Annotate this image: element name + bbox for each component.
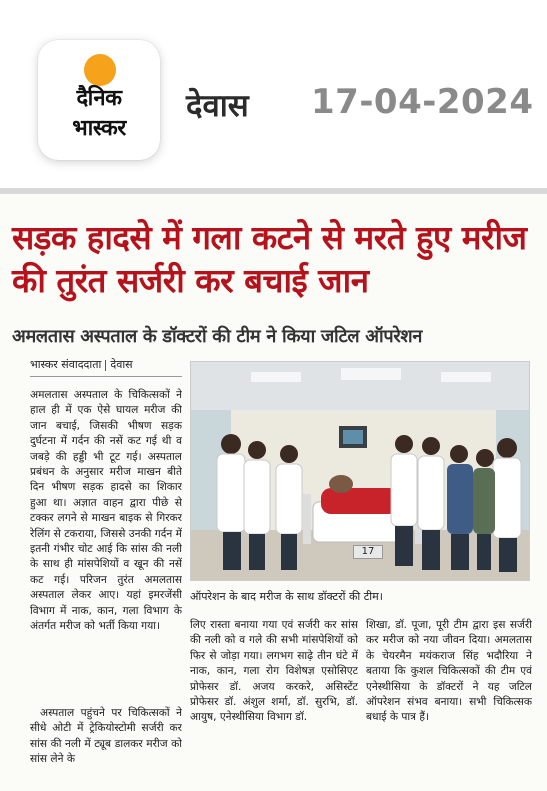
article-column-3: शिखा, डॉ. पूजा, पूरी टीम द्वारा इस सर्जरी कर मरीज को नया जीवन दिया। अमलतास के चेयरमैन मयंकराज सिंह भदौरिया ने बताया कि कुशल चिकित्सकों की टीम एवं एनेस्थीसिया के डॉक्टरों ने यह जटिल ऑपरेशन संभव बनाया। सभी चिकित्सक बधाई के पात्र हैं। xyxy=(366,619,532,724)
byline-rule xyxy=(30,376,182,377)
article-subhead: अमलतास अस्पताल के डॉक्टरों की टीम ने किया जटिल ऑपरेशन xyxy=(12,326,423,347)
article-headline: सड़क हादसे में गला कटने से मरते हुए मरीज की तुरंत सर्जरी कर बचाई जान xyxy=(12,218,527,300)
byline-reporter: भास्कर संवाददाता xyxy=(30,358,102,371)
bed-number-label: 17 xyxy=(353,545,383,559)
article-photo xyxy=(190,361,530,581)
byline-separator xyxy=(105,360,106,371)
app-header xyxy=(0,0,547,192)
article-paragraph-2: अस्पताल पहुंचने पर चिकित्सकों ने सीधे ओटी में ट्रेकियोस्टोमी सर्जरी कर सांस की नली में ट्यूब डालकर मरीज को सांस लेने के xyxy=(30,707,182,766)
logo-text-dainik: दैनिक xyxy=(76,86,122,111)
article-paragraph-1: अमलतास अस्पताल के चिकित्सकों ने हाल ही में एक ऐसे घायल मरीज की जान बचाई, जिसकी भीषण सड़क दुर्घटना में गर्दन की नसें कट गई थी व जबड़े की हड्डी भी टूट गई। अस्पताल प्रबंधन के अनुसार मरीज माखन बीते दिन भीषण सड़क हादसे का शिकार हुआ था। अज्ञात वाहन द्वारा पीछे से टक्कर लगने से माखन बाइक से गिरकर रेलिंग से टकराया, जिससे उनकी गर्दन में इतनी गंभीर चोट आई कि सांस की नली के साथ ही मांसपेशियों व खून की नसें कट गई। परिजन तुरंत अमलतास अस्पताल लेकर आए। यहां इमरजेंसी विभाग में नाक, कान, गला विभाग के अंतर्गत मरीज को भर्ती किया गया। xyxy=(30,389,182,633)
photo-caption: ऑपरेशन के बाद मरीज के साथ डॉक्टरों की टीम। xyxy=(190,590,383,603)
edition-city: देवास xyxy=(186,88,249,124)
logo-text-bhaskar: भास्कर xyxy=(72,116,126,141)
byline xyxy=(30,357,133,372)
byline-city: देवास xyxy=(110,358,133,371)
article-column-2: लिए रास्ता बनाया गया एवं सर्जरी कर सांस की नली को व गले की सभी मांसपेशियों को फिर से जोड़ा गया। लगभग साढ़े तीन घंटे में नाक, कान, गला रोग विशेषज्ञ एसोसिएट प्रोफेसर डॉ. अजय करकरे, असिस्टेंट प्रोफेसर डॉ. अंशुल शर्मा, डॉ. सुरभि, डॉ. आयुष, एनेस्थीसिया विभाग डॉ. xyxy=(190,619,358,724)
news-clipping[interactable] xyxy=(0,194,547,791)
edition-date: 17-04-2024 xyxy=(311,82,534,122)
